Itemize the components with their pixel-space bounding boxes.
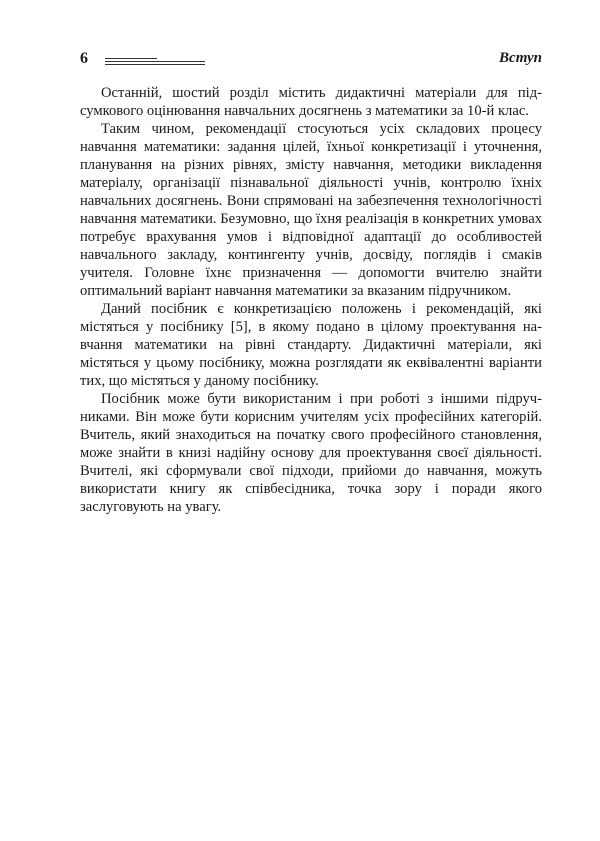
section-title: Вступ [499,50,542,66]
header-rule-ornament [105,58,207,67]
page-body [80,84,542,516]
body-paragraph: Останній, шостий розділ містить дидактичні матеріали для підсумкового оцінювання навчальних досягнень з математики за 10-й клас. [80,85,542,119]
page-number: 6 [80,50,88,67]
header-rule-line [105,58,157,59]
body-paragraph: Посібник може бути використаним і при роботі з іншими підручниками. Він може бути корисним учителям усіх професійних категорій. Вчитель, який знаходиться на початку свого професійного становлення, може знайти в книзі надійну основу для проектування своєї діяльності. Вчителі, які сформували свої підходи, прийоми до навчання, можуть використати книгу як співбесідника, точка зору і поради якого заслуговують на увагу. [80,391,542,515]
body-paragraph: Даний посібник є конкретизацією положень і рекомендацій, які містяться у посібнику [5], в якому подано в цілому проектування навчання математики на рівні стандарту. Дидактичні матеріали, які містяться у цьому посібнику, можна розглядати як еквівалентні варіанти тих, що містяться у даному посібнику. [80,301,542,389]
header-rule-line [105,64,205,65]
header-rule-line [105,61,205,62]
body-paragraph: Таким чином, рекомендації стосуються усіх складових процесу навчання математики: задання цілей, їхньої конкретизації і уточнення, планування на різних рівнях, змісту навчання, методики викладення матеріалу, організації пізнавальної діяльності учнів, контролю їхніх навчальних досягнень. Вони спрямовані на забезпечення технологічності навчання математики. Безумовно, що їхня реалізація в конкретних умовах потребує врахування умов і відповідної адаптації до особливостей навчального закладу, контингенту учнів, досвіду, поглядів і смаків учителя. Головне їхнє призначення — допомогти вчителю знайти оптимальний варіант навчання математики за вказаним підручником. [80,121,542,299]
running-header [80,48,542,70]
